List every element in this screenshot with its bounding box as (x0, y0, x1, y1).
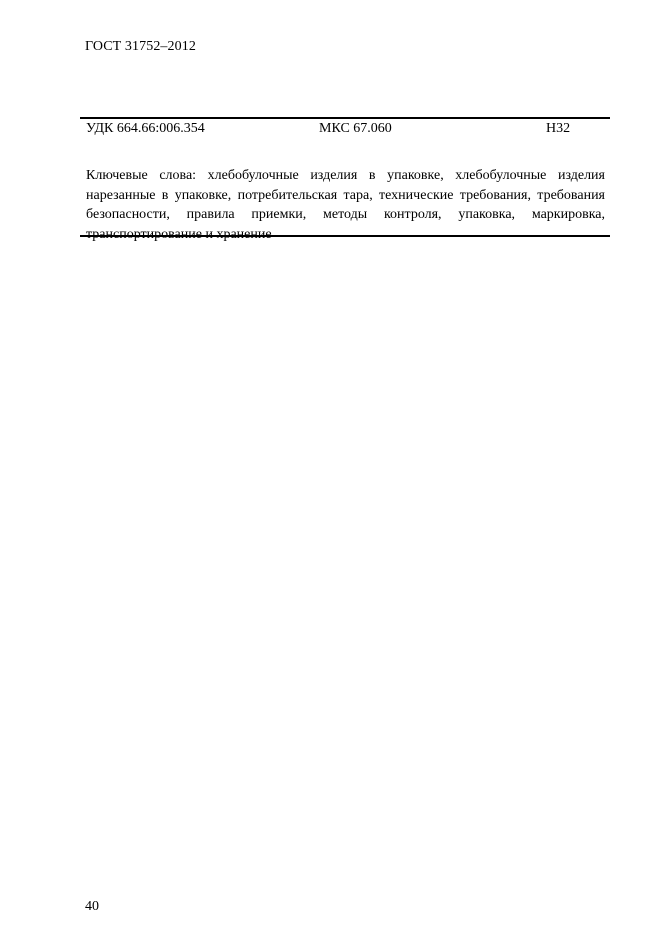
bottom-divider (80, 235, 610, 237)
keywords-paragraph: Ключевые слова: хлебобулочные изделия в упаковке, хлебобулочные изделия нарезанные в упаковке, потребительская тара, технические требования, требования безопасности, правила приемки, методы контроля, упаковка, маркировка, транспортирование и хранение (86, 168, 605, 242)
mks-code: МКС 67.060 (319, 121, 392, 136)
top-divider (80, 117, 610, 119)
document-header-standard: ГОСТ 31752–2012 (85, 39, 196, 54)
udk-code: УДК 664.66:006.354 (86, 121, 205, 136)
category-code: Н32 (546, 121, 571, 136)
page-number: 40 (85, 899, 99, 914)
